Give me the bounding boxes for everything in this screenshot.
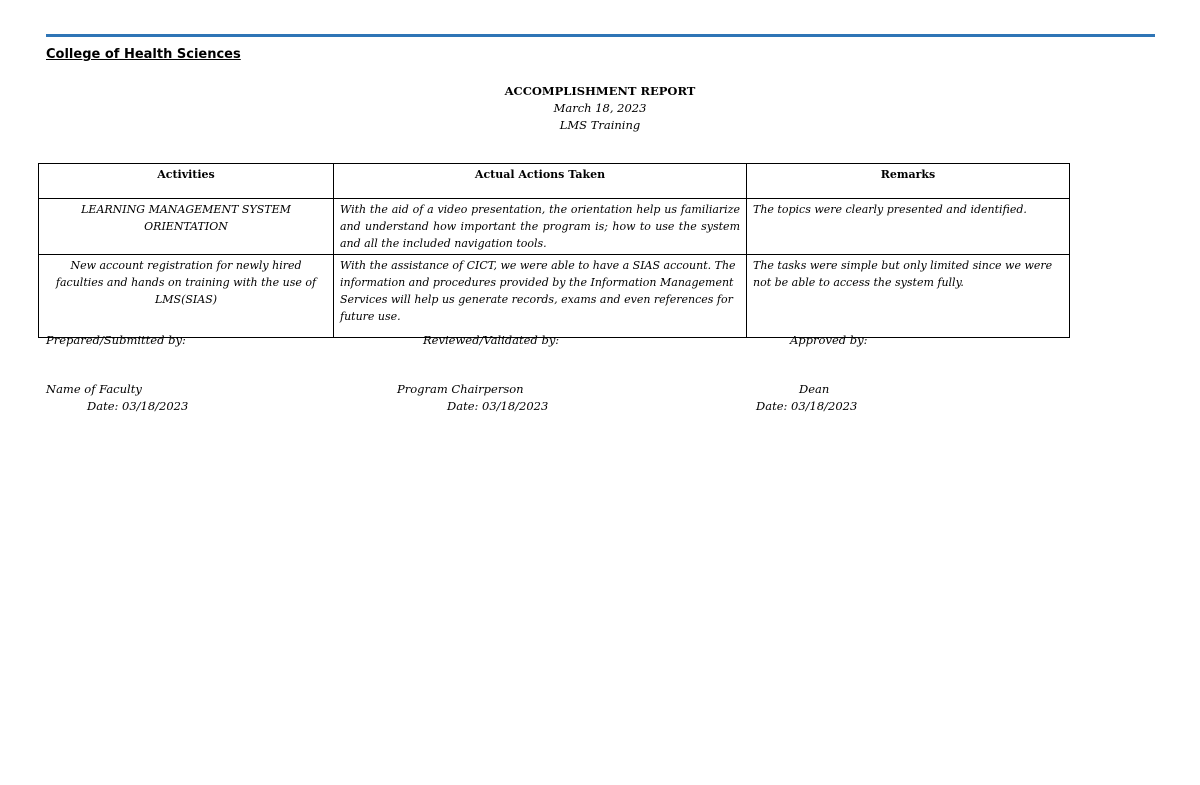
activity-cell bbox=[39, 199, 334, 255]
table-row bbox=[39, 255, 1070, 338]
header-activities: Activities bbox=[39, 164, 334, 199]
header-rule bbox=[46, 34, 1155, 37]
reviewed-by-label: Reviewed/Validated by: bbox=[423, 333, 560, 347]
header-actions: Actual Actions Taken bbox=[334, 164, 747, 199]
remarks-cell: The tasks were simple but only limited since we were not be able to access the system fully. bbox=[747, 255, 1070, 338]
report-date: March 18, 2023 bbox=[553, 101, 647, 115]
approved-by-label: Approved by: bbox=[790, 333, 868, 347]
activity-line: LEARNING MANAGEMENT SYSTEM bbox=[81, 203, 291, 216]
report-title-block bbox=[0, 83, 1200, 134]
faculty-date: Date: 03/18/2023 bbox=[87, 399, 189, 413]
college-name: College of Health Sciences bbox=[46, 47, 241, 62]
faculty-name: Name of Faculty bbox=[46, 382, 142, 396]
remarks-cell: The topics were clearly presented and identified. bbox=[747, 199, 1070, 255]
chairperson-date: Date: 03/18/2023 bbox=[447, 399, 549, 413]
dean-name: Dean bbox=[799, 382, 830, 396]
actions-cell: With the aid of a video presentation, the orientation help us familiarize and understand how important the program is; how to use the system and all the included navigation tools. bbox=[334, 199, 747, 255]
activity-cell: New account registration for newly hired faculties and hands on training with the use of LMS(SIAS) bbox=[39, 255, 334, 338]
report-subject: LMS Training bbox=[559, 118, 641, 132]
chairperson-name: Program Chairperson bbox=[397, 382, 524, 396]
header-remarks: Remarks bbox=[747, 164, 1070, 199]
actions-cell: With the assistance of CICT, we were able to have a SIAS account. The information and procedures provided by the Information Management Services will help us generate records, exams and even references for future use. bbox=[334, 255, 747, 338]
dean-date: Date: 03/18/2023 bbox=[756, 399, 858, 413]
report-title: ACCOMPLISHMENT REPORT bbox=[504, 84, 696, 98]
table-row bbox=[39, 199, 1070, 255]
prepared-by-label: Prepared/Submitted by: bbox=[46, 333, 186, 347]
accomplishment-table bbox=[38, 163, 1070, 338]
table-header-row bbox=[39, 164, 1070, 199]
activity-line: ORIENTATION bbox=[144, 220, 228, 233]
